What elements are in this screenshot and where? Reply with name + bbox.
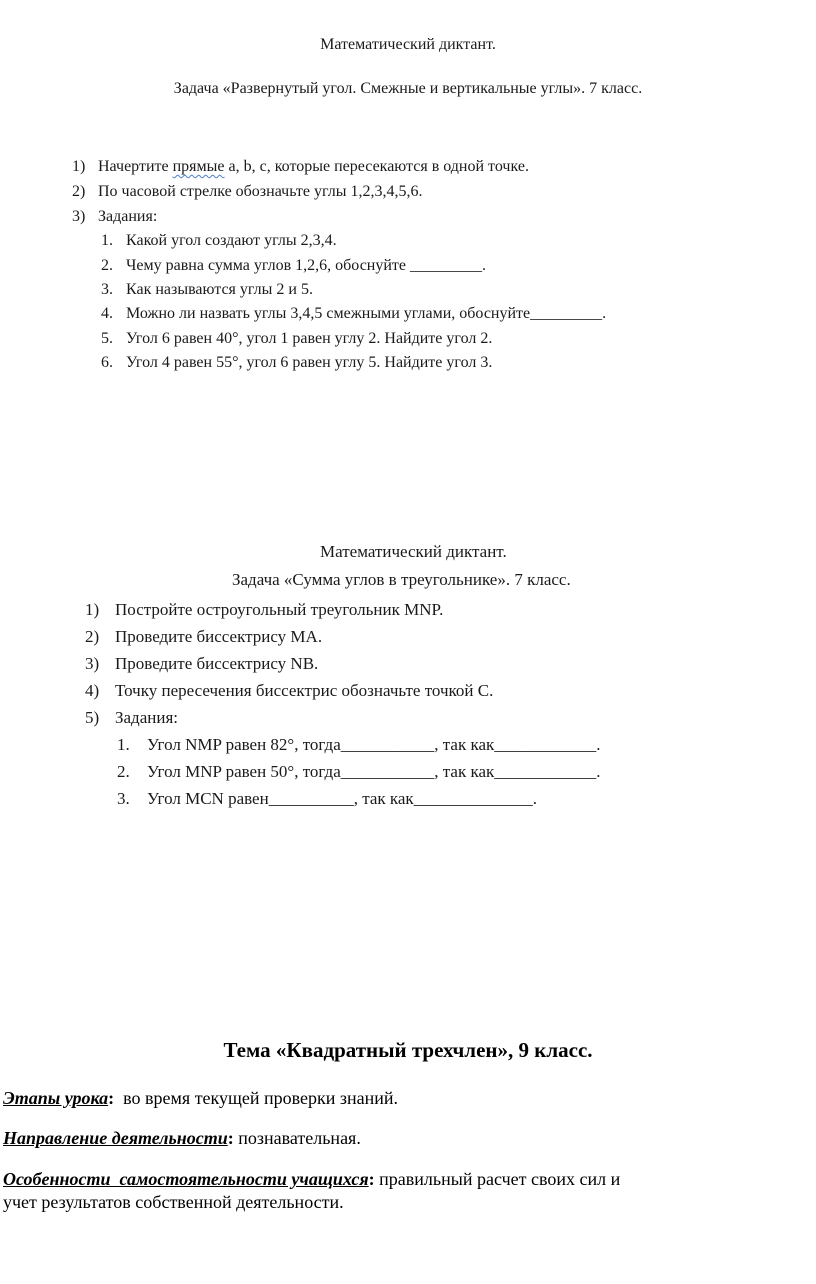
item-text-pre: Начертите (98, 158, 173, 175)
task-number: 2. (101, 257, 113, 274)
item-text: Постройте остроугольный треугольник MNP. (115, 600, 444, 619)
item-text: Проведите биссектрису MA. (115, 627, 323, 646)
item-number: 1) (85, 600, 100, 619)
dictation2-task-3 (117, 789, 537, 809)
lesson-row-features (3, 1169, 620, 1190)
dictation2-item-1 (85, 600, 443, 620)
task-text: Угол 4 равен 55°, угол 6 равен углу 5. Найдите угол 3. (126, 354, 493, 371)
item-text: Задания: (98, 208, 158, 225)
dictation1-task-2 (101, 257, 486, 275)
item-number: 2) (85, 627, 100, 646)
dictation1-item-3 (72, 208, 157, 226)
dictation1-task-3 (101, 281, 313, 299)
task-text: Можно ли назвать углы 3,4,5 смежными углами, обоснуйте_________. (126, 305, 607, 322)
task-number: 1. (101, 232, 113, 249)
item-text: Точку пересечения биссектрис обозначьте точкой C. (115, 681, 494, 700)
spellcheck-word: прямые (172, 158, 225, 175)
lesson-row-continuation: учет результатов собственной деятельности. (3, 1192, 344, 1212)
item-number: 4) (85, 681, 100, 700)
row-label: Этапы урока (3, 1088, 109, 1108)
row-colon: : (227, 1128, 234, 1148)
item-text: Задания: (115, 708, 178, 727)
task-text: Какой угол создают углы 2,3,4. (126, 232, 337, 249)
task-text: Чему равна сумма углов 1,2,6, обоснуйте _________. (126, 257, 487, 274)
task-number: 2. (117, 762, 130, 781)
item-number: 5) (85, 708, 100, 727)
lesson-row-stages (3, 1088, 398, 1109)
dictation2-item-5 (85, 708, 178, 728)
item-number: 3) (85, 654, 100, 673)
task-text: Как называются углы 2 и 5. (126, 281, 313, 298)
task-text: Угол 6 равен 40°, угол 1 равен углу 2. Найдите угол 2. (126, 330, 493, 347)
dictation1-task-4 (101, 305, 606, 323)
dictation2-task-2 (117, 762, 601, 782)
task-number: 3. (101, 281, 113, 298)
row-colon: : (108, 1088, 115, 1108)
row-text: правильный расчет своих сил и (374, 1169, 621, 1189)
lesson-heading: Тема «Квадратный трехчлен», 9 класс. (223, 1038, 593, 1062)
lesson-row-direction (3, 1128, 361, 1149)
dictation2-subtitle: Задача «Сумма углов в треугольнике». 7 класс. (232, 570, 571, 589)
item-text: По часовой стрелке обозначьте углы 1,2,3,4,5,6. (98, 183, 423, 200)
dictation1-task-1 (101, 232, 337, 250)
row-colon: : (368, 1169, 375, 1189)
dictation1-subtitle: Задача «Развернутый угол. Смежные и вертикальные углы». 7 класс. (173, 80, 643, 97)
task-text: Угол NMP равен 82°, тогда___________, так как____________. (147, 735, 601, 754)
dictation1-task-5 (101, 330, 492, 348)
task-number: 4. (101, 305, 113, 322)
dictation1-item-1 (72, 158, 529, 176)
item-text-post: a, b, c, которые пересекаются в одной точке. (224, 158, 529, 175)
dictation1-task-6 (101, 354, 492, 372)
task-number: 5. (101, 330, 113, 347)
item-number: 1) (72, 158, 86, 175)
dictation1-title: Математический диктант. (320, 36, 496, 53)
item-text: Проведите биссектрису NB. (115, 654, 319, 673)
item-number: 2) (72, 183, 86, 200)
row-label: Направление деятельности (3, 1128, 228, 1148)
row-label: Особенности самостоятельности учащихся (3, 1169, 369, 1189)
task-number: 3. (117, 789, 130, 808)
task-text: Угол MCN равен__________, так как______________. (147, 789, 537, 808)
task-number: 1. (117, 735, 130, 754)
dictation2-task-1 (117, 735, 601, 755)
dictation1-item-2 (72, 183, 422, 201)
row-text: познавательная. (233, 1128, 361, 1148)
dictation2-title: Математический диктант. (320, 542, 507, 561)
task-number: 6. (101, 354, 113, 371)
dictation2-item-4 (85, 681, 493, 701)
dictation2-item-3 (85, 654, 318, 674)
task-text: Угол MNP равен 50°, тогда___________, так как____________. (147, 762, 601, 781)
dictation2-item-2 (85, 627, 322, 647)
item-number: 3) (72, 208, 86, 225)
row-text: во время текущей проверки знаний. (114, 1088, 399, 1108)
